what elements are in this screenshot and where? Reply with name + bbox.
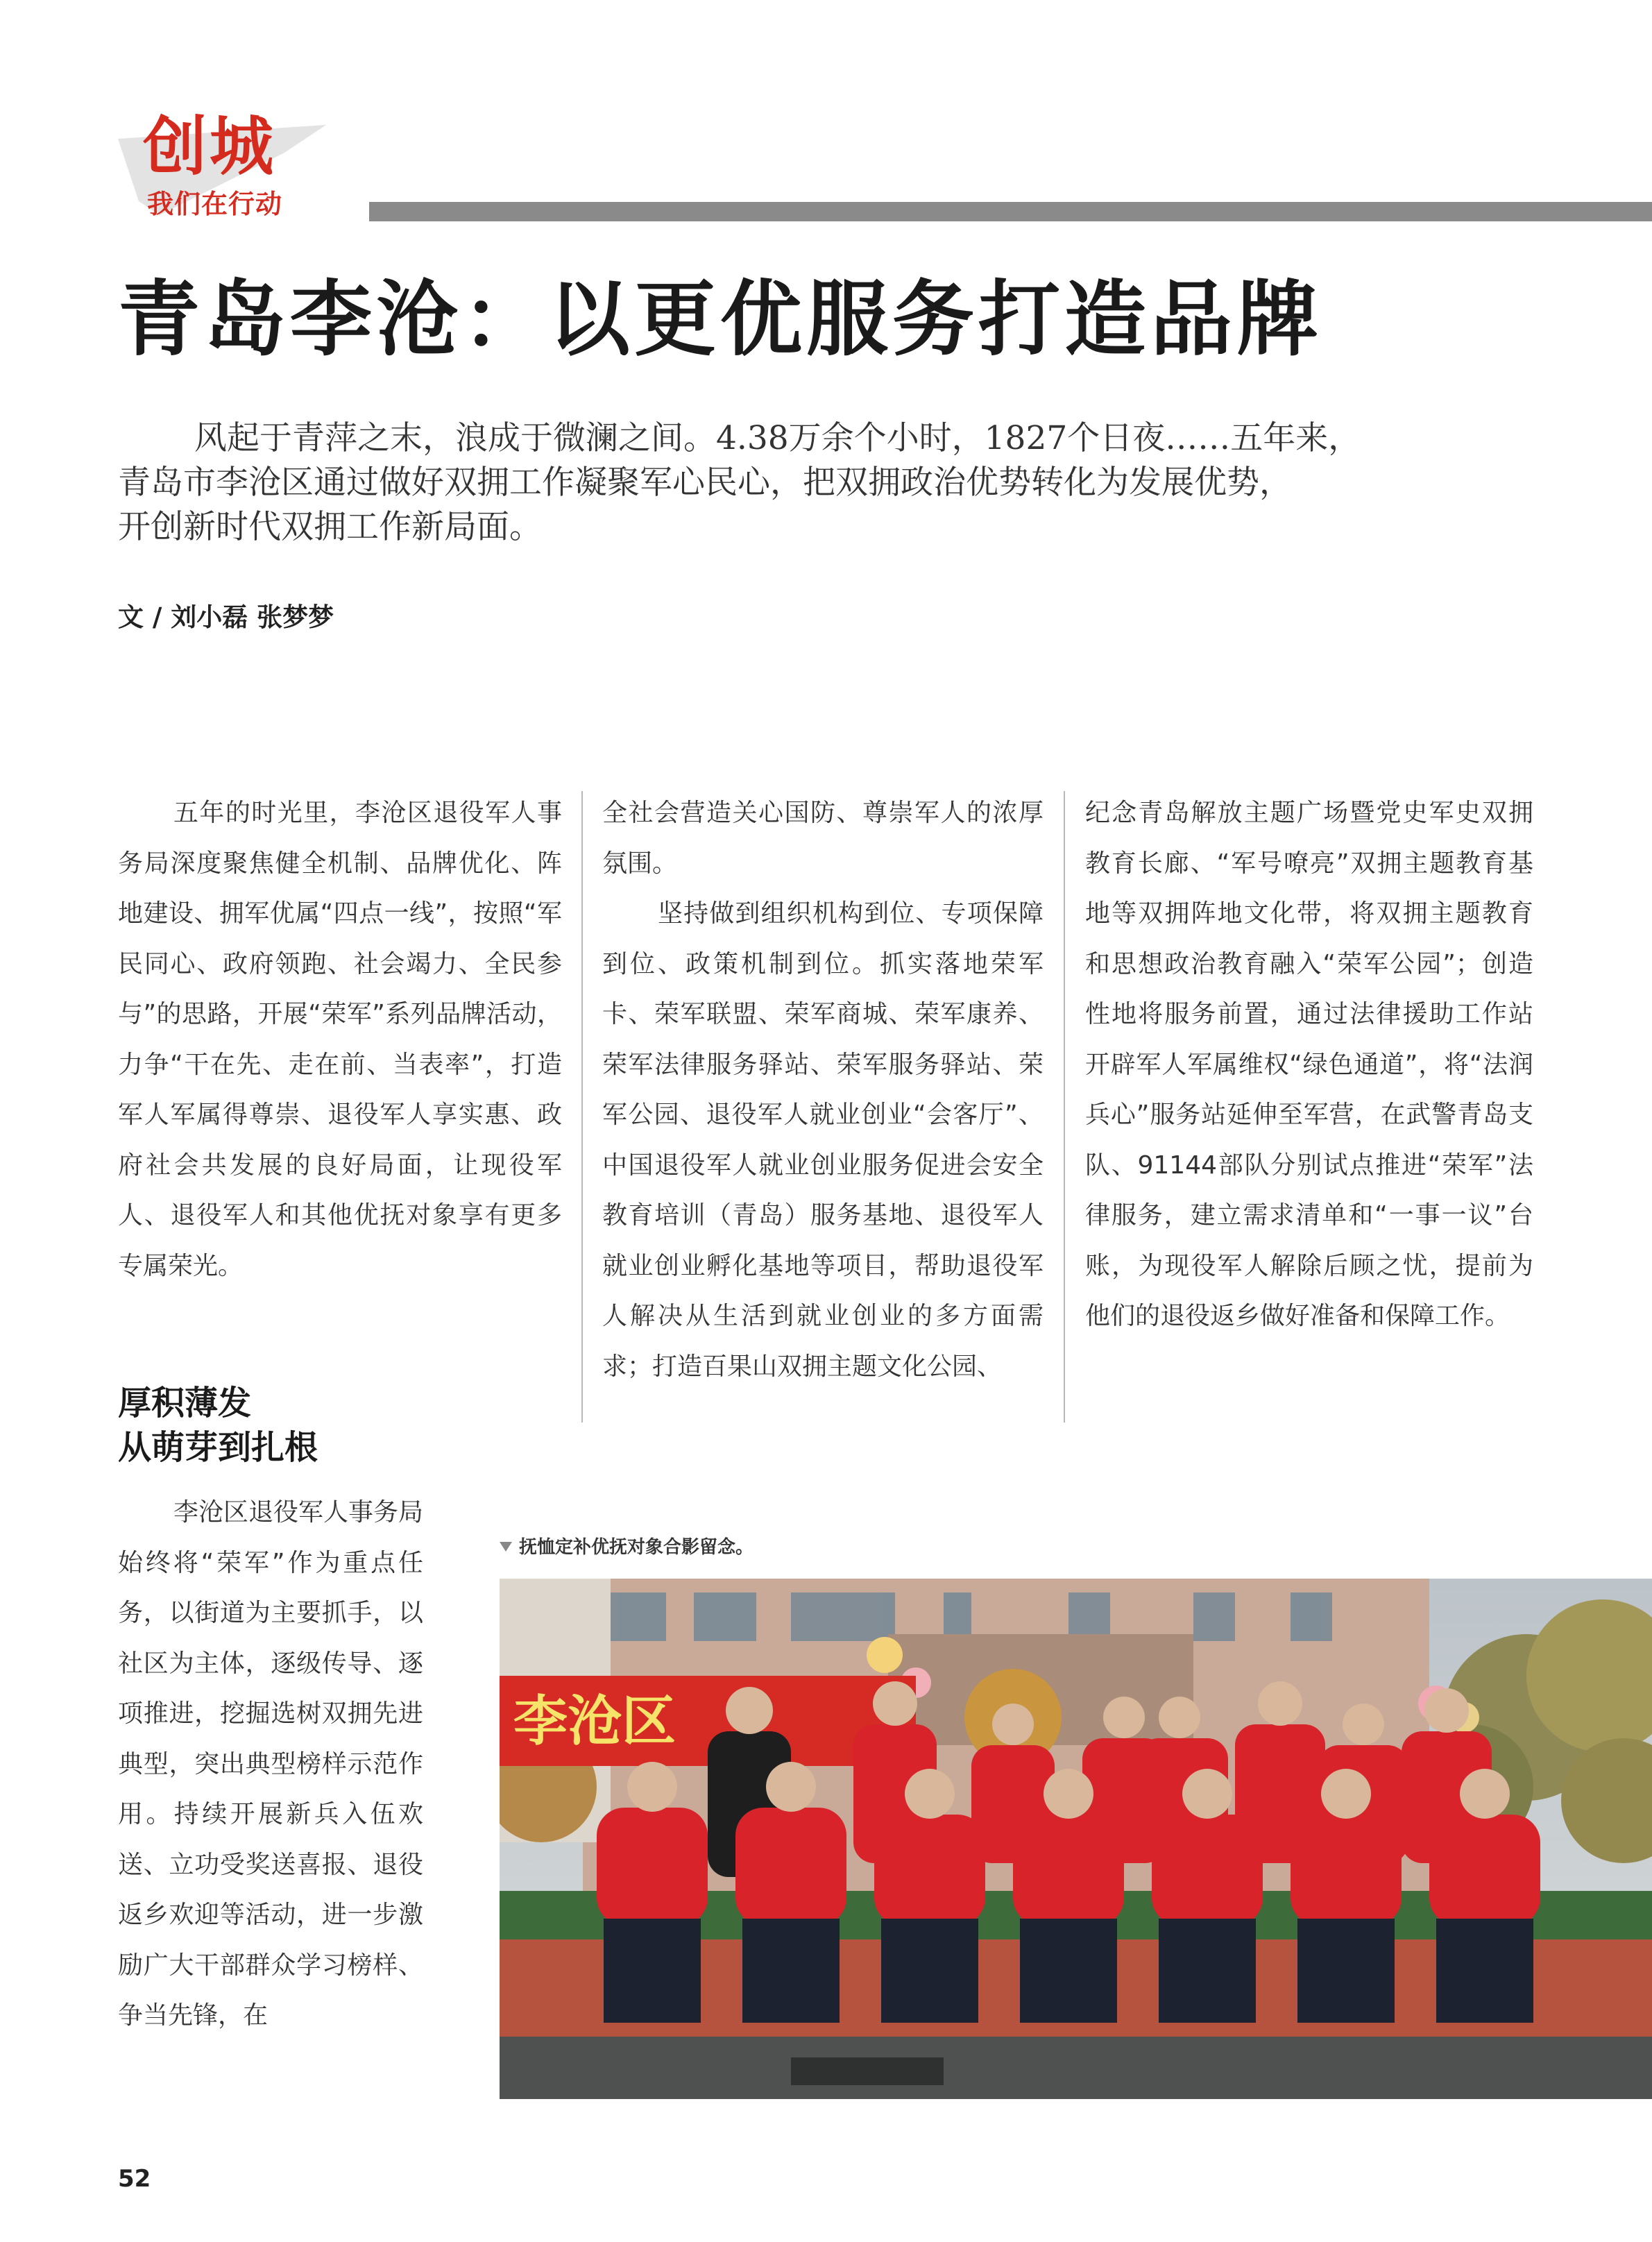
section-logo [118,104,326,229]
page-number: 52 [118,2165,151,2193]
logo-sub-text: 我们在行动 [147,189,283,219]
paragraph: 李沧区退役军人事务局始终将“荣军”作为重点任务，以街道为主要抓手，以社区为主体，逐级传导、逐项推进，挖掘选树双拥先进典型，突出典型榜样示范作用。持续开展新兵入伍欢送、立功受奖送喜报、退役返乡欢迎等活动，进一步激励广大干部群众学习榜样、争当先锋，在 [118,1498,424,2030]
group-photo [500,1579,1652,2099]
article-lead [118,416,1450,550]
body-column-1 [118,788,562,1291]
byline: 文 / 刘小磊 张梦梦 [118,602,334,632]
lead-line-3: 开创新时代双拥工作新局面。 [118,508,542,546]
paragraph: 纪念青岛解放主题广场暨党史军史双拥教育长廊、“军号嘹亮”双拥主题教育基地等双拥阵地文化带，将双拥主题教育和思想政治教育融入“荣军公园”；创造性地将服务前置，通过法律援助工作站开辟军人军属维权“绿色通道”，将“法润兵心”服务站延伸至军营，在武警青岛支队、91144部队分别试点推进“荣军”法律服务，建立需求清单和“一事一议”台账，为现役军人解除后顾之忧，提前为他们的退役返乡做好准备和保障工作。 [1085,799,1533,1330]
subhead-line-2: 从萌芽到扎根 [118,1428,318,1467]
column-divider [581,791,583,1423]
lead-line-2: 青岛市李沧区通过做好双拥工作凝聚军心民心，把双拥政治优势转化为发展优势， [118,464,1292,502]
logo-main-text: 创城 [143,110,277,184]
body-column-3 [1085,788,1533,1342]
caption-text: 抚恤定补优抚对象合影留念。 [519,1537,754,1558]
paragraph: 坚持做到组织机构到位、专项保障到位、政策机制到位。抓实落地荣军卡、荣军联盟、荣军商城、荣军康养、荣军法律服务驿站、荣军服务驿站、荣军公园、退役军人就业创业“会客厅”、中国退役军人就业创业服务促进会安全教育培训（青岛）服务基地、退役军人就业创业孵化基地等项目，帮助退役军人解决从生活到就业创业的多方面需求；打造百果山双拥主题文化公园、 [602,899,1044,1381]
photo-caption [500,1536,753,1559]
header-rule [369,202,1652,221]
body-column-2 [602,788,1044,1392]
paragraph: 全社会营造关心国防、尊崇军人的浓厚氛围。 [602,799,1044,878]
subhead-line-1: 厚积薄发 [118,1384,252,1423]
section-subhead [118,1381,318,1470]
caption-arrow-icon [500,1542,512,1552]
article-headline: 青岛李沧：以更优服务打造品牌 [118,271,1323,367]
body-column-4 [118,1488,423,2041]
group-photo-illustration [500,1579,1652,2099]
banner-text: 李沧区 [513,1690,676,1753]
paragraph: 五年的时光里，李沧区退役军人事务局深度聚焦健全机制、品牌优化、阵地建设、拥军优属“四点一线”，按照“军民同心、政府领跑、社会竭力、全民参与”的思路，开展“荣军”系列品牌活动，力争“干在先、走在前、当表率”，打造军人军属得尊崇、退役军人享实惠、政府社会共发展的良好局面，让现役军人、退役军人和其他优抚对象享有更多专属荣光。 [118,799,562,1280]
column-divider [1064,791,1065,1423]
lead-line-1: 风起于青萍之末，浪成于微澜之间。4.38万余个小时，1827个日夜……五年来， [194,419,1361,457]
